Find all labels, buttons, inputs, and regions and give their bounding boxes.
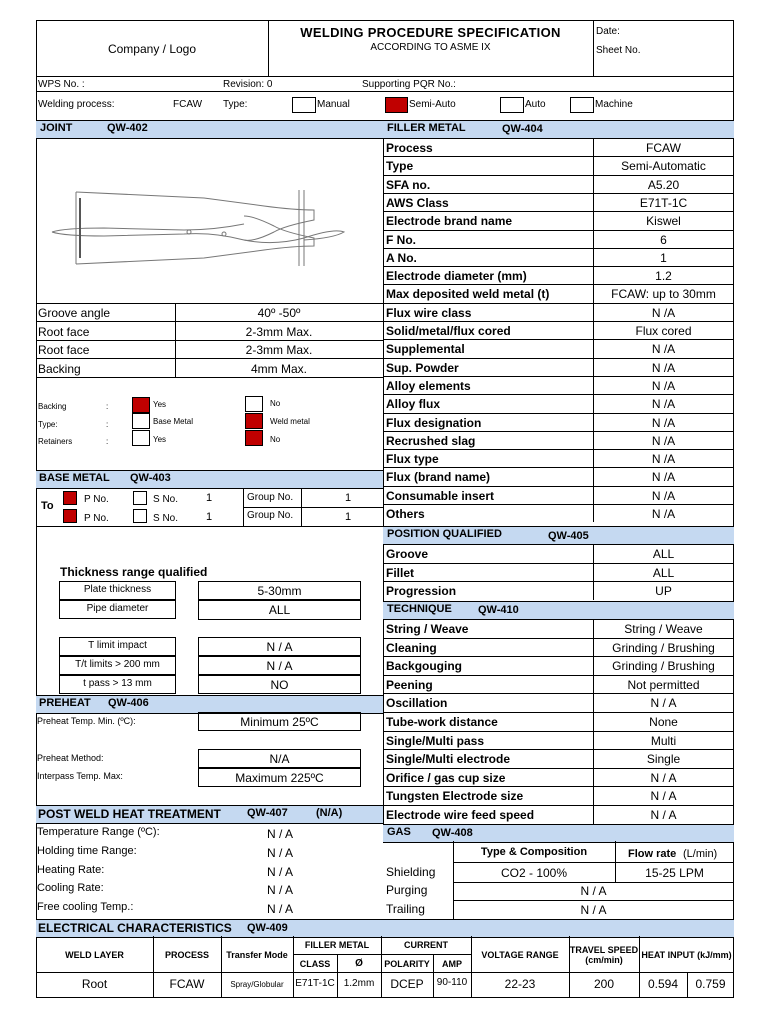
technique-value: N / A [650, 789, 677, 804]
filler-label: Alloy elements [386, 378, 471, 393]
gas-row-label: Shielding [386, 865, 436, 879]
pwht-code: QW-407 [247, 807, 288, 819]
technique-label: Oscillation [386, 696, 448, 711]
form-subtitle: ACCORDING TO ASME IX [370, 42, 491, 53]
filler-label: F No. [386, 232, 416, 247]
gas-title: GAS [387, 826, 411, 838]
pwht-note: (N/A) [316, 807, 343, 819]
technique-label: Single/Multi pass [386, 733, 485, 748]
limit-value: N / A [266, 659, 293, 673]
pwht-label: Temperature Range (ºC): [37, 826, 160, 838]
pwht-label: Heating Rate: [37, 864, 105, 876]
s-no-value: 1 [206, 511, 213, 523]
revision-label: Revision: 0 [223, 79, 273, 90]
row-class: E71T-1C [295, 978, 335, 989]
type-option-auto: Auto [525, 99, 546, 110]
gas-row-type: N / A [580, 903, 607, 917]
filler-label: Solid/metal/flux cored [386, 324, 511, 338]
technique-value: String / Weave [624, 622, 703, 636]
filler-label: SFA no. [386, 177, 431, 192]
joint-row-value: 2-3mm Max. [245, 325, 313, 339]
process-value: FCAW [173, 99, 203, 110]
technique-label: Single/Multi electrode [386, 752, 511, 767]
filler-value: Flux cored [635, 324, 692, 338]
limit-label: T limit impact [88, 640, 147, 651]
gas-row-label: Purging [386, 883, 428, 897]
p-no-label: P No. [84, 494, 109, 505]
limit-label: T/t limits > 200 mm [75, 659, 160, 670]
to-label: To [41, 500, 54, 512]
technique-value: Not permitted [627, 677, 700, 692]
thickness-value: 5-30mm [257, 584, 302, 598]
joint-row-label: Backing [38, 362, 81, 376]
wps-label: WPS No. : [38, 79, 85, 90]
technique-value: Grinding / Brushing [612, 640, 715, 655]
col-travel-unit: (cm/min) [585, 955, 623, 965]
group-no-label: Group No. [247, 492, 294, 503]
col-class: CLASS [299, 959, 331, 969]
gas-type-header: Type & Composition [480, 846, 588, 858]
checkbox-retainers-no[interactable] [245, 430, 263, 446]
filler-label: AWS Class [386, 195, 449, 210]
technique-title: TECHNIQUE [387, 603, 452, 615]
filler-value: N /A [651, 488, 676, 503]
col-amp: AMP [442, 959, 462, 969]
s-no-label: S No. [153, 513, 179, 524]
filler-label: Flux (brand name) [386, 470, 491, 485]
position-label: Progression [386, 584, 457, 599]
gas-row-label: Trailing [386, 902, 425, 916]
colon: : [106, 420, 109, 429]
filler-value: 6 [660, 232, 667, 247]
position-value: ALL [652, 565, 675, 580]
filler-value: N /A [651, 305, 676, 320]
pwht-value: N / A [266, 902, 293, 916]
filler-value: N /A [651, 342, 676, 357]
pwht-label: Cooling Rate: [37, 882, 104, 894]
backing-yes-label: Yes [153, 400, 167, 409]
technique-value: None [649, 715, 678, 729]
technique-value: Multi [650, 733, 677, 748]
preheat-label: Preheat Method: [37, 753, 104, 763]
gas-flow-unit: (L/min) [683, 848, 718, 860]
row-weld-layer: Root [81, 977, 108, 991]
base-metal-title: BASE METAL [39, 472, 110, 484]
type-label: Type: [223, 99, 248, 110]
checkbox-base-metal[interactable] [132, 413, 150, 429]
backing-check-label: Backing [38, 402, 67, 411]
base-metal-label: Base Metal [153, 417, 194, 426]
gas-row-type: CO2 - 100% [500, 866, 568, 880]
row-heat-input-2: 0.759 [695, 977, 726, 991]
technique-label: Peening [386, 677, 433, 692]
filler-value: N /A [651, 397, 676, 412]
s-no-value: 1 [206, 492, 213, 504]
pwht-value: N / A [266, 865, 293, 879]
checkbox-p-no-1[interactable] [63, 491, 77, 505]
colon: : [106, 437, 109, 446]
technique-code: QW-410 [478, 604, 519, 616]
preheat-label: Interpass Temp. Max: [37, 771, 123, 781]
pwht-label: Holding time Range: [37, 845, 137, 857]
col-process: PROCESS [164, 950, 209, 960]
form-title: WELDING PROCEDURE SPECIFICATION [300, 25, 561, 40]
type-option-machine: Machine [595, 99, 633, 110]
row-process: FCAW [169, 977, 205, 991]
filler-label: Max deposited weld metal (t) [386, 287, 550, 302]
type-check-label: Type: [38, 420, 58, 429]
joint-row-value: 2-3mm Max. [245, 343, 313, 357]
checkbox-s-no-2[interactable] [133, 509, 147, 523]
thickness-title: Thickness range qualified [60, 565, 208, 579]
technique-value: N / A [650, 808, 677, 822]
checkbox-weld-metal[interactable] [245, 413, 263, 429]
filler-value: N /A [651, 452, 676, 467]
filler-label: Flux wire class [386, 305, 472, 320]
filler-label: A No. [386, 250, 417, 265]
col-heat-input: HEAT INPUT (kJ/mm) [641, 950, 732, 960]
electrical-title: ELECTRICAL CHARACTERISTICS [38, 921, 232, 935]
preheat-value: Minimum 25ºC [240, 715, 319, 729]
filler-label: Sup. Powder [386, 360, 459, 375]
row-polarity: DCEP [390, 977, 424, 991]
position-title: POSITION QUALIFIED [387, 528, 502, 540]
filler-value: FCAW: up to 30mm [611, 287, 716, 302]
checkbox-semi-auto[interactable] [385, 97, 408, 113]
filler-value: 1 [660, 250, 667, 265]
filler-value: N /A [651, 415, 676, 430]
thickness-value: ALL [268, 603, 291, 617]
row-heat-input-1: 0.594 [647, 977, 679, 991]
process-label: Welding process: [38, 99, 115, 110]
col-filler-metal: FILLER METAL [304, 940, 370, 950]
filler-label: Others [386, 507, 425, 521]
joint-row-value: 40º -50º [257, 306, 301, 320]
technique-value: Grinding / Brushing [612, 659, 715, 674]
position-label: Fillet [386, 565, 415, 580]
filler-value: N /A [651, 507, 676, 521]
filler-label: Consumable insert [386, 488, 495, 503]
limit-value: N / A [266, 640, 293, 654]
company-logo: Company / Logo [107, 42, 197, 56]
position-value: UP [655, 584, 672, 599]
checkbox-backing-yes[interactable] [132, 397, 150, 413]
technique-value: N / A [650, 696, 677, 711]
technique-label: Backgouging [386, 659, 463, 674]
joint-row-value: 4mm Max. [250, 362, 307, 376]
position-value: ALL [652, 547, 675, 561]
joint-sketch [44, 180, 364, 276]
p-no-label: P No. [84, 513, 109, 524]
thickness-label: Plate thickness [83, 584, 152, 595]
filler-value: A5.20 [647, 177, 680, 192]
technique-label: Tungsten Electrode size [386, 789, 524, 804]
joint-row-label: Groove angle [38, 306, 111, 320]
technique-label: Cleaning [386, 640, 437, 655]
technique-value: N / A [650, 770, 677, 785]
technique-label: String / Weave [386, 622, 469, 636]
row-diameter: 1.2mm [343, 978, 375, 989]
filler-value: Semi-Automatic [621, 159, 706, 174]
retainers-yes-label: Yes [153, 435, 167, 444]
checkbox-retainers-yes[interactable] [132, 430, 150, 446]
checkbox-manual[interactable] [292, 97, 316, 113]
pwht-title: POST WELD HEAT TREATMENT [38, 807, 221, 821]
technique-value: Single [646, 752, 681, 767]
s-no-label: S No. [153, 494, 179, 505]
technique-label: Tube-work distance [386, 715, 498, 729]
pwht-label: Free cooling Temp.: [37, 901, 134, 913]
row-amp: 90-110 [436, 977, 468, 988]
col-voltage: VOLTAGE RANGE [481, 950, 559, 960]
checkbox-machine[interactable] [570, 97, 594, 113]
filler-label: Electrode brand name [386, 214, 513, 229]
col-weld-layer: WELD LAYER [65, 950, 124, 960]
gas-row-type: N / A [580, 884, 607, 898]
filler-value: N /A [651, 470, 676, 485]
preheat-value: N/A [269, 752, 290, 766]
date-label: Date: [596, 26, 620, 37]
sheet-label: Sheet No. [596, 45, 641, 56]
filler-value: Kiswel [646, 214, 681, 229]
filler-label: Process [386, 141, 433, 155]
col-current: CURRENT [404, 940, 448, 950]
filler-label: Electrode diameter (mm) [386, 269, 527, 284]
filler-value: 1.2 [655, 269, 672, 284]
filler-label: Flux designation [386, 415, 482, 430]
preheat-label: Preheat Temp. Min. (ºC): [37, 716, 136, 726]
filler-code: QW-404 [502, 123, 543, 135]
type-option-manual: Manual [317, 99, 350, 110]
row-transfer-mode: Spray/Globular [230, 980, 284, 989]
filler-value: N /A [651, 433, 676, 448]
position-code: QW-405 [548, 530, 589, 542]
limit-value: NO [270, 678, 289, 692]
pqr-label: Supporting PQR No.: [362, 79, 456, 90]
row-travel-speed: 200 [593, 977, 615, 991]
backing-no-label: No [270, 399, 281, 408]
base-metal-code: QW-403 [130, 472, 171, 484]
filler-value: N /A [651, 378, 676, 393]
filler-value: FCAW [646, 141, 681, 155]
filler-value: N /A [651, 360, 676, 375]
position-label: Groove [386, 547, 429, 561]
filler-label: Alloy flux [386, 397, 441, 412]
limit-label: t pass > 13 mm [83, 678, 152, 689]
thickness-label: Pipe diameter [86, 603, 149, 614]
joint-code: QW-402 [107, 122, 148, 134]
checkbox-p-no-2[interactable] [63, 509, 77, 523]
gas-flow-header: Flow rate [628, 848, 677, 860]
preheat-value: Maximum 225ºC [235, 771, 324, 785]
filler-value: E71T-1C [639, 195, 688, 210]
gas-row-flow: 15-25 LPM [645, 866, 704, 880]
retainers-check-label: Retainers [38, 437, 73, 446]
joint-row-label: Root face [38, 343, 90, 357]
preheat-code: QW-406 [108, 697, 149, 709]
weld-metal-label: Weld metal [270, 417, 310, 426]
filler-label: Type [386, 159, 414, 174]
electrical-code: QW-409 [247, 922, 288, 934]
joint-row-label: Root face [38, 325, 90, 339]
filler-title: FILLER METAL [387, 122, 466, 134]
gas-code: QW-408 [432, 827, 473, 839]
joint-title: JOINT [40, 122, 73, 134]
checkbox-backing-no[interactable] [245, 396, 263, 412]
preheat-title: PREHEAT [39, 697, 91, 709]
group-no-value: 1 [345, 511, 352, 523]
checkbox-s-no-1[interactable] [133, 491, 147, 505]
retainers-no-label: No [270, 435, 281, 444]
filler-label: Supplemental [386, 342, 465, 357]
group-no-label: Group No. [247, 510, 294, 521]
technique-label: Orifice / gas cup size [386, 770, 506, 785]
col-diameter: Ø [355, 958, 363, 969]
row-voltage: 22-23 [504, 977, 536, 991]
checkbox-auto[interactable] [500, 97, 524, 113]
col-travel-speed: TRAVEL SPEED [569, 945, 639, 955]
pwht-value: N / A [266, 883, 293, 897]
technique-label: Electrode wire feed speed [386, 808, 535, 822]
col-transfer-mode: Transfer Mode [226, 950, 288, 960]
type-option-semi-auto: Semi-Auto [409, 99, 456, 110]
pwht-value: N / A [266, 846, 293, 860]
filler-label: Flux type [386, 452, 439, 467]
colon: : [106, 402, 109, 411]
group-no-value: 1 [345, 492, 352, 504]
col-polarity: POLARITY [384, 959, 430, 969]
pwht-value: N / A [266, 827, 293, 841]
filler-label: Recrushed slag [386, 433, 476, 448]
